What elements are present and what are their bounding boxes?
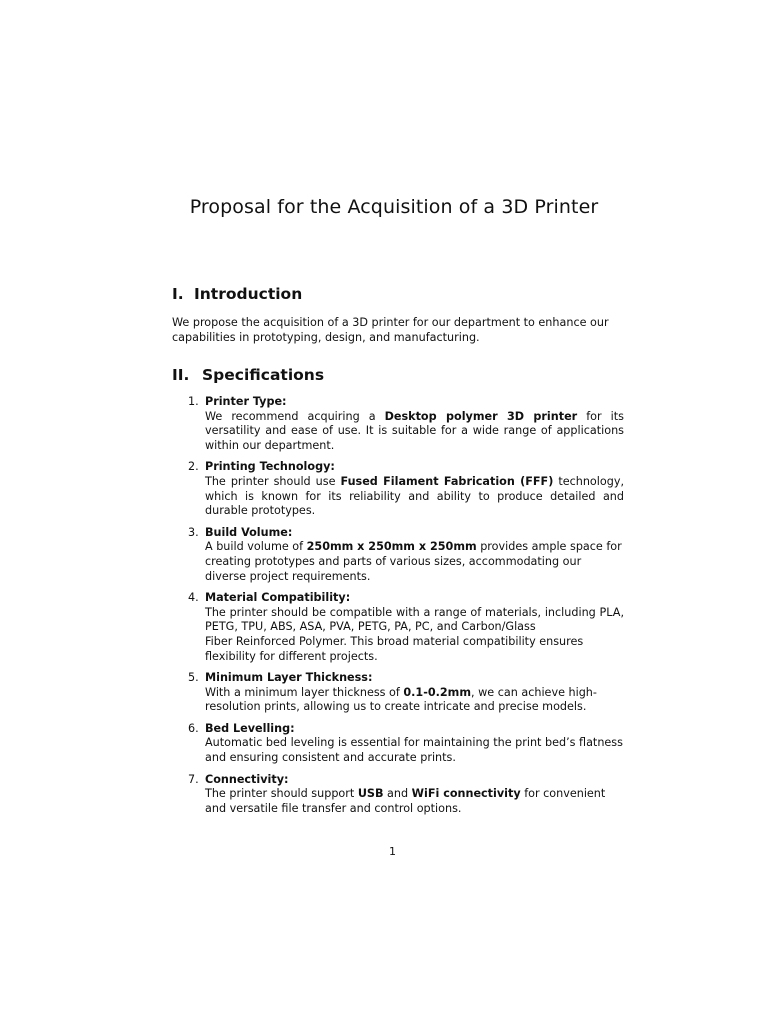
section-title: Specifications <box>202 366 325 384</box>
list-number: 4. <box>188 591 199 605</box>
spec-item-material-compatibility <box>172 591 624 664</box>
section-heading-specifications <box>172 366 324 384</box>
spec-item-minimum-layer-thickness <box>172 671 624 715</box>
spec-title: Material Compatibility: <box>205 591 351 605</box>
list-number: 2. <box>188 460 199 474</box>
spec-title: Connectivity: <box>205 772 289 786</box>
page-number: 1 <box>389 845 396 858</box>
list-number: 6. <box>188 721 199 735</box>
spec-description: We recommend acquiring a Desktop polymer 3D printer for its versatility and ease of use. It is suitable for a wide range of applications within our department. <box>205 409 624 452</box>
spec-description: The printer should be compatible with a range of materials, including PLA, PETG, TPU, ABS, ASA, PVA, PETG, PA, PC, and Carbon/Glass <box>205 605 624 634</box>
spec-description-continued: Fiber Reinforced Polymer. This broad material compatibility ensures flexibility for different projects. <box>205 634 584 663</box>
spec-description: A build volume of 250mm x 250mm x 250mm provides ample space for creating prototypes and parts of various sizes, accommodating our diverse project requirements. <box>205 540 622 583</box>
list-number: 7. <box>188 772 199 786</box>
list-number: 5. <box>188 671 199 685</box>
spec-description: The printer should support USB and WiFi connectivity for convenient and versatile file transfer and control options. <box>205 787 606 815</box>
list-number: 1. <box>188 395 199 408</box>
section-number: I. <box>172 285 184 303</box>
spec-title: Printer Type: <box>205 395 287 408</box>
section-heading-introduction <box>172 285 302 303</box>
list-number: 3. <box>188 525 199 539</box>
spec-title: Minimum Layer Thickness: <box>205 671 373 685</box>
spec-item-bed-levelling <box>172 722 624 766</box>
spec-item-build-volume <box>172 526 624 584</box>
spec-title: Printing Technology: <box>205 460 335 474</box>
spec-item-printer-type <box>172 395 624 453</box>
section-title: Introduction <box>194 285 303 303</box>
spec-item-connectivity <box>172 773 624 817</box>
page-title: Proposal for the Acquisition of a 3D Printer <box>189 196 599 218</box>
spec-title: Bed Levelling: <box>205 721 295 735</box>
spec-description: With a minimum layer thickness of 0.1-0.2mm, we can achieve high-resolution prints, allowing us to create intricate and precise models. <box>205 685 597 714</box>
spec-description: Automatic bed leveling is essential for maintaining the print bed’s flatness and ensuring consistent and accurate prints. <box>205 736 623 765</box>
section-number: II. <box>172 366 190 384</box>
spec-description: The printer should use Fused Filament Fabrication (FFF) technology, which is known for its reliability and ability to produce detailed and durable prototypes. <box>205 474 624 518</box>
spec-item-printing-technology <box>172 460 624 518</box>
introduction-paragraph: We propose the acquisition of a 3D printer for our department to enhance our capabilities in prototyping, design, and manufacturing. <box>172 316 609 344</box>
specifications-list <box>172 395 624 823</box>
spec-title: Build Volume: <box>205 525 293 539</box>
